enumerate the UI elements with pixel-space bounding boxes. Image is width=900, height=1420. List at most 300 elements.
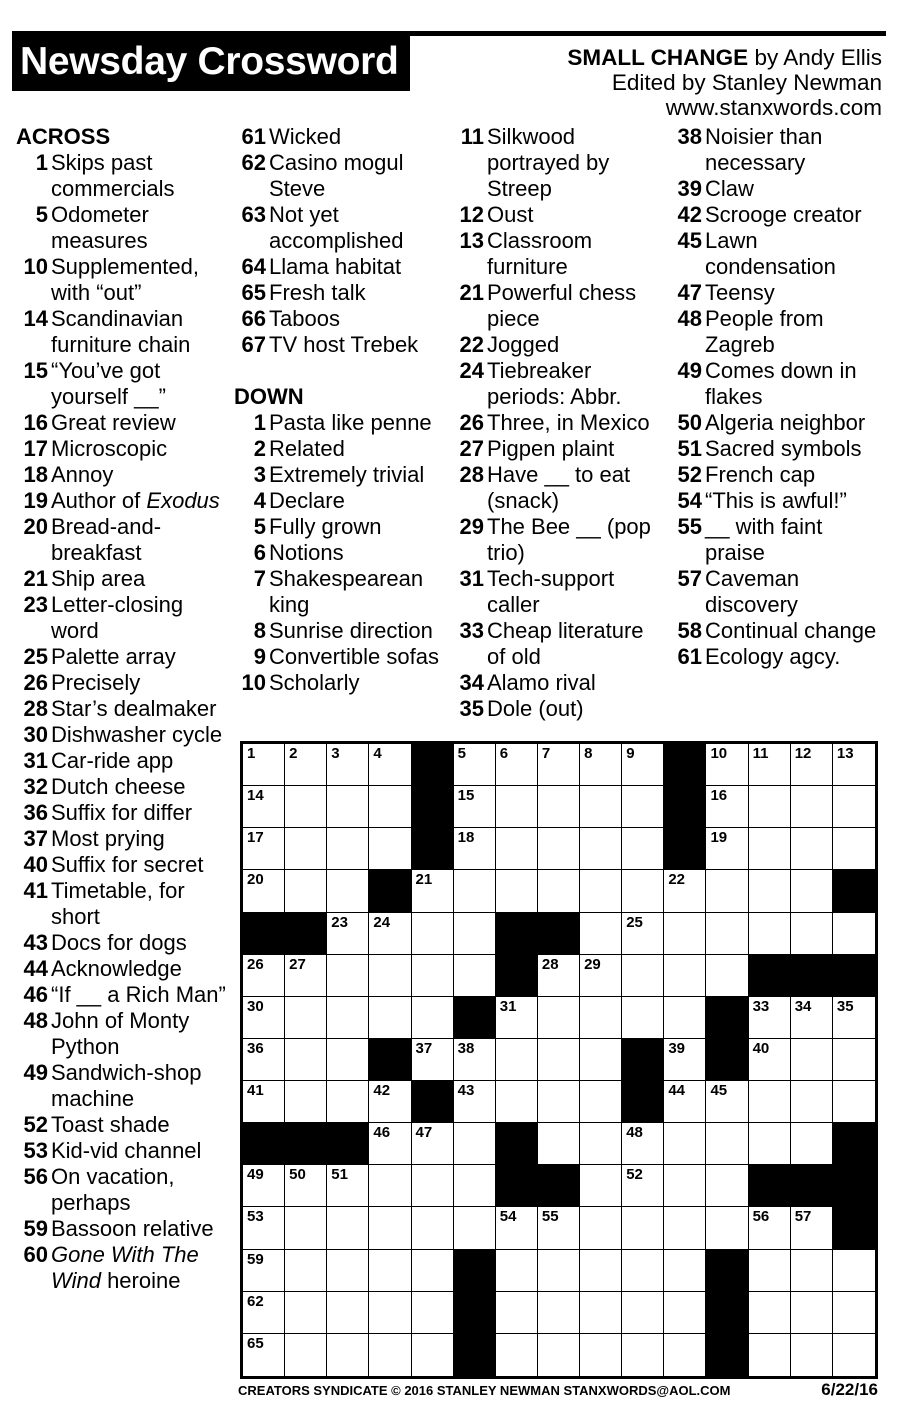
grid-cell[interactable] — [454, 1123, 496, 1165]
clue-number: 4 — [253, 488, 266, 513]
grid-cell[interactable] — [538, 828, 580, 870]
across-clue — [16, 1216, 228, 1242]
grid-cell[interactable] — [580, 1292, 622, 1334]
grid-cell[interactable] — [454, 1207, 496, 1249]
grid-cell[interactable] — [327, 786, 369, 828]
grid-cell[interactable] — [664, 997, 706, 1039]
grid-cell[interactable] — [496, 1292, 538, 1334]
clue-text — [51, 696, 228, 722]
grid-cell[interactable] — [243, 1250, 285, 1292]
grid-cell[interactable] — [833, 997, 875, 1039]
grid-cell[interactable] — [327, 1165, 369, 1207]
clue-text — [269, 254, 446, 280]
black-square — [412, 744, 454, 786]
down-clue — [670, 410, 882, 436]
across-clue — [16, 566, 228, 592]
grid-cell[interactable] — [243, 1039, 285, 1081]
clue-plain-text: Acknowledge — [51, 956, 182, 981]
grid-cell[interactable] — [285, 997, 327, 1039]
clue-number: 26 — [23, 670, 48, 695]
grid-cell[interactable] — [749, 997, 791, 1039]
grid-cell[interactable] — [496, 744, 538, 786]
across-clue — [16, 488, 228, 514]
clue-plain-text: Scholarly — [269, 670, 360, 695]
cell-number: 55 — [541, 1208, 559, 1226]
black-square — [285, 913, 327, 955]
grid-cell[interactable] — [706, 1123, 748, 1165]
grid-cell[interactable] — [538, 1334, 580, 1376]
grid-cell[interactable] — [369, 828, 411, 870]
grid-cell[interactable] — [412, 1039, 454, 1081]
clue-italic-text: Gone With The Wind — [51, 1242, 199, 1293]
grid-cell[interactable] — [580, 955, 622, 997]
grid-cell[interactable] — [243, 1165, 285, 1207]
grid-cell[interactable] — [412, 955, 454, 997]
grid-cell[interactable] — [706, 955, 748, 997]
clue-plain-text: Sunrise direction — [269, 618, 433, 643]
clue-plain-text: Convertible sofas — [269, 644, 439, 669]
grid-cell[interactable] — [580, 997, 622, 1039]
grid-cell[interactable] — [496, 1250, 538, 1292]
clue-plain-text: Ecology agcy. — [705, 644, 841, 669]
clue-text — [51, 722, 228, 748]
grid-cell[interactable] — [327, 828, 369, 870]
grid-cell[interactable] — [622, 1250, 664, 1292]
grid-cell[interactable] — [706, 828, 748, 870]
grid-cell[interactable] — [749, 1292, 791, 1334]
grid-cell[interactable] — [538, 744, 580, 786]
black-square — [706, 997, 748, 1039]
clue-plain-text: On vacation, perhaps — [51, 1164, 175, 1215]
grid-cell[interactable] — [369, 997, 411, 1039]
clue-number: 19 — [23, 488, 48, 513]
grid-cell[interactable] — [791, 1207, 833, 1249]
grid-cell[interactable] — [412, 1250, 454, 1292]
clue-number: 64 — [241, 254, 266, 279]
grid-cell[interactable] — [580, 828, 622, 870]
grid-cell[interactable] — [749, 1081, 791, 1123]
grid-cell[interactable] — [833, 1039, 875, 1081]
grid-cell[interactable] — [706, 1081, 748, 1123]
grid-cell[interactable] — [369, 1334, 411, 1376]
grid-cell[interactable] — [791, 913, 833, 955]
grid-cell[interactable] — [496, 828, 538, 870]
grid-cell[interactable] — [622, 955, 664, 997]
grid-cell[interactable] — [580, 1039, 622, 1081]
grid-cell[interactable] — [791, 1039, 833, 1081]
grid-cell[interactable] — [791, 744, 833, 786]
down-clue — [452, 332, 664, 358]
clue-text — [705, 410, 882, 436]
grid-cell[interactable] — [496, 1081, 538, 1123]
grid-cell[interactable] — [580, 744, 622, 786]
grid-cell[interactable] — [412, 997, 454, 1039]
grid-cell[interactable] — [285, 1039, 327, 1081]
clue-plain-text: Pigpen plaint — [487, 436, 615, 461]
clue-number: 49 — [677, 358, 702, 383]
clue-text — [269, 332, 446, 358]
grid-cell[interactable] — [285, 828, 327, 870]
grid-cell[interactable] — [327, 913, 369, 955]
grid-cell[interactable] — [664, 1334, 706, 1376]
grid-cell[interactable] — [664, 870, 706, 912]
cell-number: 41 — [247, 1082, 264, 1100]
grid-cell[interactable] — [622, 870, 664, 912]
cell-number: 19 — [710, 829, 728, 847]
grid-cell[interactable] — [580, 1250, 622, 1292]
footer-credit: CREATORS SYNDICATE © 2016 STANLEY NEWMAN STANXWORDS@AOL.COM — [238, 1383, 731, 1398]
grid-cell[interactable] — [580, 1123, 622, 1165]
clue-text — [705, 644, 882, 670]
grid-cell[interactable] — [327, 870, 369, 912]
grid-cell[interactable] — [369, 786, 411, 828]
grid-cell[interactable] — [580, 1081, 622, 1123]
across-clue — [16, 514, 228, 566]
grid-cell[interactable] — [833, 786, 875, 828]
down-clue — [670, 280, 882, 306]
grid-cell[interactable] — [412, 913, 454, 955]
grid-cell[interactable] — [580, 1334, 622, 1376]
clue-column-3 — [452, 124, 664, 722]
grid-cell[interactable] — [496, 1039, 538, 1081]
clue-text — [705, 488, 882, 514]
across-clue — [16, 670, 228, 696]
black-square — [243, 1123, 285, 1165]
down-clue — [234, 462, 446, 488]
grid-cell[interactable] — [454, 1081, 496, 1123]
cell-number: 38 — [457, 1039, 475, 1057]
clue-number: 55 — [677, 514, 702, 539]
clue-plain-text: Fully grown — [269, 514, 382, 539]
grid-cell[interactable] — [454, 870, 496, 912]
grid-cell[interactable] — [791, 1123, 833, 1165]
grid-cell[interactable] — [706, 870, 748, 912]
clue-number: 26 — [459, 410, 484, 435]
black-square — [454, 997, 496, 1039]
grid-cell[interactable] — [791, 1292, 833, 1334]
grid-cell[interactable] — [622, 786, 664, 828]
clue-plain-text: Taboos — [269, 306, 340, 331]
grid-cell[interactable] — [538, 1292, 580, 1334]
grid-cell[interactable] — [454, 786, 496, 828]
grid-cell[interactable] — [285, 1207, 327, 1249]
grid-cell[interactable] — [412, 1207, 454, 1249]
grid-cell[interactable] — [285, 1250, 327, 1292]
grid-cell[interactable] — [369, 1165, 411, 1207]
black-square — [791, 955, 833, 997]
grid-cell[interactable] — [833, 828, 875, 870]
grid-cell[interactable] — [454, 828, 496, 870]
down-clue — [234, 670, 446, 696]
clue-plain-text: Shakespearean king — [269, 566, 424, 617]
grid-cell[interactable] — [538, 955, 580, 997]
clue-text — [487, 670, 664, 696]
grid-cell[interactable] — [327, 744, 369, 786]
cell-number: 62 — [247, 1292, 264, 1310]
grid-cell[interactable] — [538, 1081, 580, 1123]
clue-text — [51, 1060, 228, 1112]
grid-cell[interactable] — [749, 1039, 791, 1081]
grid-cell[interactable] — [496, 997, 538, 1039]
grid-cell[interactable] — [622, 1123, 664, 1165]
black-square — [412, 1081, 454, 1123]
grid-cell[interactable] — [664, 955, 706, 997]
grid-cell[interactable] — [664, 1039, 706, 1081]
clue-plain-text: Alamo rival — [487, 670, 596, 695]
grid-cell[interactable] — [327, 1292, 369, 1334]
grid-cell[interactable] — [706, 1207, 748, 1249]
grid-cell[interactable] — [327, 1334, 369, 1376]
clue-number: 45 — [677, 228, 702, 253]
grid-cell[interactable] — [285, 1334, 327, 1376]
grid-cell[interactable] — [496, 1207, 538, 1249]
grid-cell[interactable] — [664, 1207, 706, 1249]
cell-number: 24 — [373, 913, 391, 931]
grid-cell[interactable] — [369, 1123, 411, 1165]
grid-cell[interactable] — [791, 786, 833, 828]
grid-cell[interactable] — [243, 1334, 285, 1376]
clue-number: 8 — [253, 618, 266, 643]
clue-number: 58 — [677, 618, 702, 643]
grid-cell[interactable] — [622, 913, 664, 955]
grid-cell[interactable] — [243, 870, 285, 912]
clue-plain-text: Noisier than necessary — [705, 124, 823, 175]
grid-cell[interactable] — [749, 913, 791, 955]
grid-cell[interactable] — [243, 997, 285, 1039]
clue-text — [269, 566, 446, 618]
grid-cell[interactable] — [454, 1039, 496, 1081]
grid-cell[interactable] — [749, 1123, 791, 1165]
clue-plain-text: Not yet accomplished — [269, 202, 404, 253]
grid-cell[interactable] — [285, 870, 327, 912]
grid-cell[interactable] — [833, 913, 875, 955]
grid-cell[interactable] — [664, 1165, 706, 1207]
clue-text — [51, 566, 228, 592]
clue-number: 37 — [23, 826, 48, 851]
clue-plain-text: Wicked — [269, 124, 342, 149]
cell-number: 59 — [247, 1250, 264, 1268]
down-clue — [452, 124, 664, 202]
grid-cell[interactable] — [706, 786, 748, 828]
grid-cell[interactable] — [622, 1334, 664, 1376]
grid-cell[interactable] — [749, 786, 791, 828]
grid-cell[interactable] — [243, 744, 285, 786]
grid-cell[interactable] — [243, 1292, 285, 1334]
grid-cell[interactable] — [749, 828, 791, 870]
grid-cell[interactable] — [454, 744, 496, 786]
grid-cell[interactable] — [580, 1207, 622, 1249]
down-heading: DOWN — [234, 384, 304, 409]
clue-number: 13 — [459, 228, 484, 253]
grid-cell[interactable] — [454, 955, 496, 997]
grid-cell[interactable] — [285, 1081, 327, 1123]
clue-text — [269, 306, 446, 332]
grid-cell[interactable] — [243, 1081, 285, 1123]
grid-cell[interactable] — [327, 997, 369, 1039]
down-clue — [670, 514, 882, 566]
grid-cell[interactable] — [622, 744, 664, 786]
clue-text — [269, 488, 446, 514]
grid-cell[interactable] — [412, 1165, 454, 1207]
cell-number: 17 — [247, 829, 264, 847]
grid-cell[interactable] — [706, 1165, 748, 1207]
grid-cell[interactable] — [369, 744, 411, 786]
grid-cell[interactable] — [496, 786, 538, 828]
grid-cell[interactable] — [538, 1123, 580, 1165]
grid-cell[interactable] — [791, 1334, 833, 1376]
clue-number: 61 — [241, 124, 266, 149]
black-square — [454, 1250, 496, 1292]
grid-cell[interactable] — [369, 1250, 411, 1292]
grid-cell[interactable] — [622, 1207, 664, 1249]
across-clue — [234, 202, 446, 254]
grid-cell[interactable] — [664, 913, 706, 955]
grid-cell[interactable] — [285, 1292, 327, 1334]
cell-number: 43 — [457, 1082, 475, 1100]
grid-cell[interactable] — [749, 870, 791, 912]
grid-cell[interactable] — [285, 955, 327, 997]
black-square — [833, 1123, 875, 1165]
clue-text — [269, 150, 446, 202]
clue-plain-text: TV host Trebek — [269, 332, 419, 357]
clue-plain-text: Pasta like penne — [269, 410, 432, 435]
grid-cell[interactable] — [664, 1123, 706, 1165]
clue-plain-text: Precisely — [51, 670, 141, 695]
grid-cell[interactable] — [412, 1334, 454, 1376]
clue-number: 62 — [241, 150, 266, 175]
grid-cell[interactable] — [706, 744, 748, 786]
clue-plain-text: Tiebreaker periods: Abbr. — [487, 358, 622, 409]
grid-cell[interactable] — [412, 1292, 454, 1334]
black-square — [833, 1207, 875, 1249]
grid-cell[interactable] — [369, 955, 411, 997]
black-square — [285, 1123, 327, 1165]
cell-number: 4 — [373, 745, 382, 762]
clue-number: 11 — [460, 124, 484, 149]
grid-cell[interactable] — [243, 786, 285, 828]
grid-cell[interactable] — [538, 1250, 580, 1292]
cell-number: 40 — [752, 1039, 770, 1057]
grid-cell[interactable] — [791, 870, 833, 912]
grid-cell[interactable] — [664, 1292, 706, 1334]
grid-cell[interactable] — [833, 744, 875, 786]
grid-cell[interactable] — [538, 997, 580, 1039]
black-square — [833, 955, 875, 997]
grid-cell[interactable] — [412, 1123, 454, 1165]
clue-text — [51, 254, 228, 306]
grid-cell[interactable] — [749, 1250, 791, 1292]
grid-cell[interactable] — [369, 1207, 411, 1249]
clue-plain-text: Skips past commercials — [51, 150, 175, 201]
across-clue — [16, 1164, 228, 1216]
grid-cell[interactable] — [580, 913, 622, 955]
grid-cell[interactable] — [791, 1250, 833, 1292]
across-clue — [16, 1060, 228, 1112]
down-clue — [452, 436, 664, 462]
clue-number: 17 — [23, 436, 48, 461]
cell-number: 10 — [710, 745, 728, 762]
clue-plain-text: Toast shade — [51, 1112, 170, 1137]
grid-cell[interactable] — [833, 1334, 875, 1376]
black-square — [369, 870, 411, 912]
clue-number: 61 — [677, 644, 702, 669]
down-clue — [234, 540, 446, 566]
clue-number: 65 — [241, 280, 266, 305]
grid-cell[interactable] — [243, 955, 285, 997]
black-square — [369, 1039, 411, 1081]
grid-cell[interactable] — [496, 870, 538, 912]
grid-cell[interactable] — [749, 744, 791, 786]
grid-cell[interactable] — [622, 828, 664, 870]
grid-cell[interactable] — [622, 1292, 664, 1334]
grid-cell[interactable] — [622, 997, 664, 1039]
grid-cell[interactable] — [791, 828, 833, 870]
clue-plain-text: Extremely trivial — [269, 462, 425, 487]
grid-cell[interactable] — [622, 1165, 664, 1207]
clue-plain-text: Suffix for secret — [51, 852, 204, 877]
grid-cell[interactable] — [327, 1207, 369, 1249]
grid-cell[interactable] — [327, 1081, 369, 1123]
grid-cell[interactable] — [791, 997, 833, 1039]
grid-cell[interactable] — [538, 1039, 580, 1081]
grid-cell[interactable] — [580, 786, 622, 828]
grid-cell[interactable] — [285, 744, 327, 786]
grid-cell[interactable] — [285, 1165, 327, 1207]
editor: Edited by Stanley Newman — [611, 70, 882, 95]
cell-number: 31 — [499, 997, 517, 1015]
grid-cell[interactable] — [664, 1250, 706, 1292]
cell-number: 65 — [247, 1334, 264, 1352]
cell-number: 45 — [710, 1082, 728, 1100]
grid-cell[interactable] — [327, 1039, 369, 1081]
grid-cell[interactable] — [369, 1292, 411, 1334]
grid-cell[interactable] — [369, 1081, 411, 1123]
grid-cell[interactable] — [749, 1207, 791, 1249]
grid-cell[interactable] — [706, 913, 748, 955]
grid-cell[interactable] — [833, 1292, 875, 1334]
grid-cell[interactable] — [580, 1165, 622, 1207]
grid-cell[interactable] — [833, 1250, 875, 1292]
clue-text — [51, 826, 228, 852]
grid-cell[interactable] — [538, 870, 580, 912]
grid-cell[interactable] — [580, 870, 622, 912]
grid-cell[interactable] — [538, 1207, 580, 1249]
clue-plain-text: Star’s dealmaker — [51, 696, 217, 721]
black-square — [664, 744, 706, 786]
grid-cell[interactable] — [327, 955, 369, 997]
grid-cell[interactable] — [496, 1334, 538, 1376]
down-clue — [234, 410, 446, 436]
grid-cell[interactable] — [749, 1334, 791, 1376]
grid-cell[interactable] — [412, 870, 454, 912]
grid-cell[interactable] — [791, 1081, 833, 1123]
grid-cell[interactable] — [833, 1081, 875, 1123]
clue-plain-text: Three, in Mexico — [487, 410, 650, 435]
cell-number: 56 — [752, 1208, 770, 1226]
grid-cell[interactable] — [243, 828, 285, 870]
clue-text — [51, 1112, 228, 1138]
grid-cell[interactable] — [243, 1207, 285, 1249]
grid-cell[interactable] — [369, 913, 411, 955]
grid-cell[interactable] — [664, 1081, 706, 1123]
grid-cell[interactable] — [454, 913, 496, 955]
grid-cell[interactable] — [538, 786, 580, 828]
grid-cell[interactable] — [327, 1250, 369, 1292]
grid-cell[interactable] — [454, 1165, 496, 1207]
grid-cell[interactable] — [285, 786, 327, 828]
clue-plain-text: __ with faint praise — [705, 514, 823, 565]
clue-text — [51, 1164, 228, 1216]
